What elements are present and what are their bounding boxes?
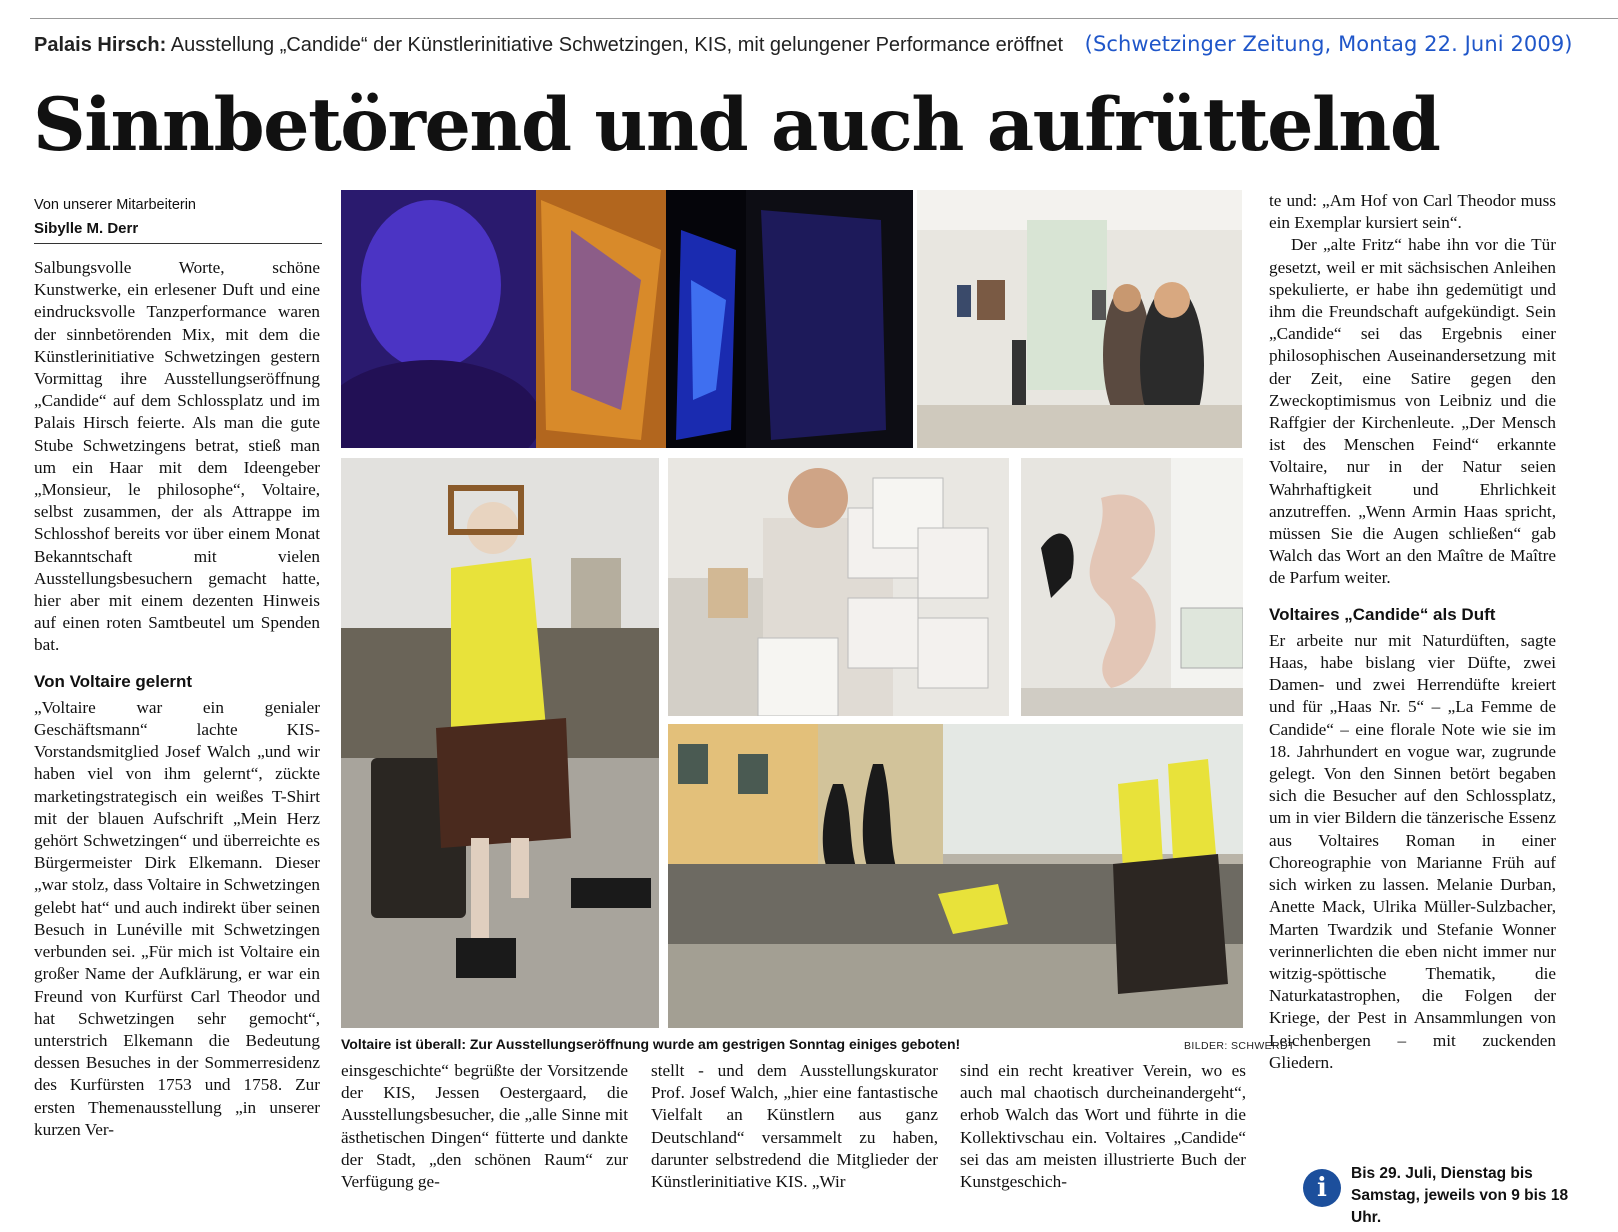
photo-credit: BILDER: SCHWERDT xyxy=(1184,1040,1295,1052)
article-column-4 xyxy=(960,1060,1246,1193)
paragraph: „Voltaire war ein genialer Geschäftsmann“ lachte KIS-Vorstandsmitglied Josef Walch „und wir haben viel von ihm gelernt“, zückte marketingstrategisch ein weißes T-Shirt mit der blauen Aufschrift „Mein Herz gehört Schwetzingen“ und überreichte es Bürgermeister Dirk Elkemann. Dieser „war stolz, dass Voltaire in Schwetzingen gelebt hat“ und auch indirekt über seinen Besuch in Lunéville mit Schwetzingen verbunden sei. „Für mich ist Voltaire ein großer Name der Aufklärung, er war ein Freund von Kurfürst Carl Theodor und hat Schwetzingen sehr gemocht“, unterstrich Elkemann die Bedeutung dessen Besuches in der Sommerresidenz des Kurfürsten 1753 und 1758. Zur ersten Themenausstellung „in unserer kurzen Ver- xyxy=(34,697,320,1139)
article-topline xyxy=(34,30,1616,64)
article-column-2 xyxy=(341,1060,628,1193)
kicker-subtitle: Ausstellung „Candide“ der Künstlerinitiative Schwetzingen, KIS, mit gelungener Performance eröffnet xyxy=(170,34,1064,56)
info-icon: i xyxy=(1303,1169,1341,1207)
photo-gallery-visitors xyxy=(917,190,1242,448)
photo-image xyxy=(341,458,659,1028)
subheading: Von Voltaire gelernt xyxy=(34,671,193,691)
subheading: Voltaires „Candide“ als Duft xyxy=(1269,604,1496,624)
info-box xyxy=(1303,1163,1603,1226)
headline: Sinnbetörend und auch aufrüttelnd xyxy=(33,82,1440,168)
article-column-3 xyxy=(651,1060,938,1193)
photo-image xyxy=(668,458,1009,716)
photo-image xyxy=(1021,458,1243,716)
paragraph: Salbungsvolle Worte, schöne Kunstwerke, ein erlesener Duft und eine eindrucksvolle Tanzperformance waren der sinnbetörenden Mix, mit dem die Künstlerinitiative Schwetzingen gestern Vormittag ihre Ausstellungseröffnung „Candide“ auf dem Schlossplatz und im Palais Hirsch feierte. Als man die gute Stube Schwetzingens betrat, stieß man um ein Haar mit dem Ideengeber „Monsieur, le philosophe“, Voltaire, selbst zusammen, der als Attrappe im Schlosshof bereits vor über einem Monat Bekanntschaft mit vielen Ausstellungsbesuchern gemacht hatte, hier aber mit einem dezenten Hinweis auf einen roten Samtbeutel um Spenden bat. xyxy=(34,258,320,655)
photo-dance-schlossplatz xyxy=(668,724,1243,1028)
paragraph: Der „alte Fritz“ habe ihn vor die Tür gesetzt, weil er mit sächsischen Anleihen spekulierte, er habe ihn gedemütigt und ihm die Freundschaft aufgekündigt. Sein „Candide“ sei das Ergebnis einer philosophischen Auseinandersetzung mit der Zeit, eine Satire gegen den Zweckoptimismus von Leibniz und die Raffgier der Kirchenleute. „Der Mensch ist des Menschen Feind“ erkannte Voltaire, nur in der Natur seien Wahrhaftigkeit und Ehrlichkeit anzutreffen. „Wenn Armin Haas spricht, müssen Sie die Augen schließen“ gab Walch das Wort an den Maître de Maître de Parfum weiter. xyxy=(1269,235,1556,588)
photo-sculpture xyxy=(1021,458,1243,716)
paragraph: Er arbeite nur mit Naturdüften, sagte Haas, habe bislang vier Düfte, zwei Damen- und zwei Herrendüfte kreiert und für „Haas Nr. 5“ – „La Femme de Candide“ – eine florale Note wie sie im 18. Jahrhundert en vogue war, zugrunde gelegt. Von den Sinnen betört begaben sich die Besucher auf den Schlossplatz, um in vier Bildern die tänzerische Essenz aus Voltaires Roman in einer Choreographie von Marianne Früh auf sich wirken zu lassen. Melanie Durban, Anette Mack, Ulrika Müller-Sulzbacher, Marten Twardzik und Stefanie Wonner verinnerlichten die eben nicht immer nur witzig-spöttische Thematik, die Naturkatastrophen, die Folgen der Kriege, der Pest in Ansammlungen von Leichenbergen – mit zuckenden Gliedern. xyxy=(1269,630,1556,1072)
byline-prefix: Von unserer Mitarbeiterin xyxy=(34,197,196,213)
kicker: Palais Hirsch: xyxy=(34,34,167,56)
paragraph: stellt - und dem Ausstellungskurator Prof. Josef Walch, „hier eine fantastische Vielfalt an Künstlern aus ganz Deutschland“ versammelt zu haben, darunter selbstredend die Mitglieder der Künstlerinitiative KIS. „Wir xyxy=(651,1061,938,1192)
article-column-1 xyxy=(34,257,320,1141)
photo-exhibition-paintings xyxy=(341,190,913,448)
paragraph: te und: „Am Hof von Carl Theodor muss ein Exemplar kursiert sein“. xyxy=(1269,191,1556,233)
photo-caption: Voltaire ist überall: Zur Ausstellungseröffnung wurde am gestrigen Sonntag einiges geboten! xyxy=(341,1036,961,1052)
paragraph: einsgeschichte“ begrüßte der Vorsitzende der KIS, Jessen Oestergaard, die Ausstellungsbesucher, die „alle Sinne mit ästhetischen Dingen“ fütterte und dankte der Stadt, „den schönen Raum“ zur Verfügung ge- xyxy=(341,1061,628,1192)
photo-image xyxy=(917,190,1242,448)
photo-image xyxy=(341,190,913,448)
source-citation: (Schwetzinger Zeitung, Montag 22. Juni 2009) xyxy=(1084,32,1573,56)
photo-perfume-presentation xyxy=(668,458,1009,716)
byline-author: Sibylle M. Derr xyxy=(34,220,139,237)
info-text: Bis 29. Juli, Dienstag bis Samstag, jeweils von 9 bis 18 Uhr. xyxy=(1351,1165,1569,1226)
article-column-5 xyxy=(1269,190,1556,1074)
photo-image xyxy=(668,724,1243,1028)
paragraph: sind ein recht kreativer Verein, wo es auch mal chaotisch durcheinandergeht“, erhob Walch das Wort und führte in die Kollektivschau ein. Voltaires „Candide“ sei das am meisten illustrierte Buch der Kunstgeschich- xyxy=(960,1061,1246,1192)
photo-dancer-performance xyxy=(341,458,659,1028)
top-rule xyxy=(30,18,1618,19)
byline-rule xyxy=(34,243,322,244)
